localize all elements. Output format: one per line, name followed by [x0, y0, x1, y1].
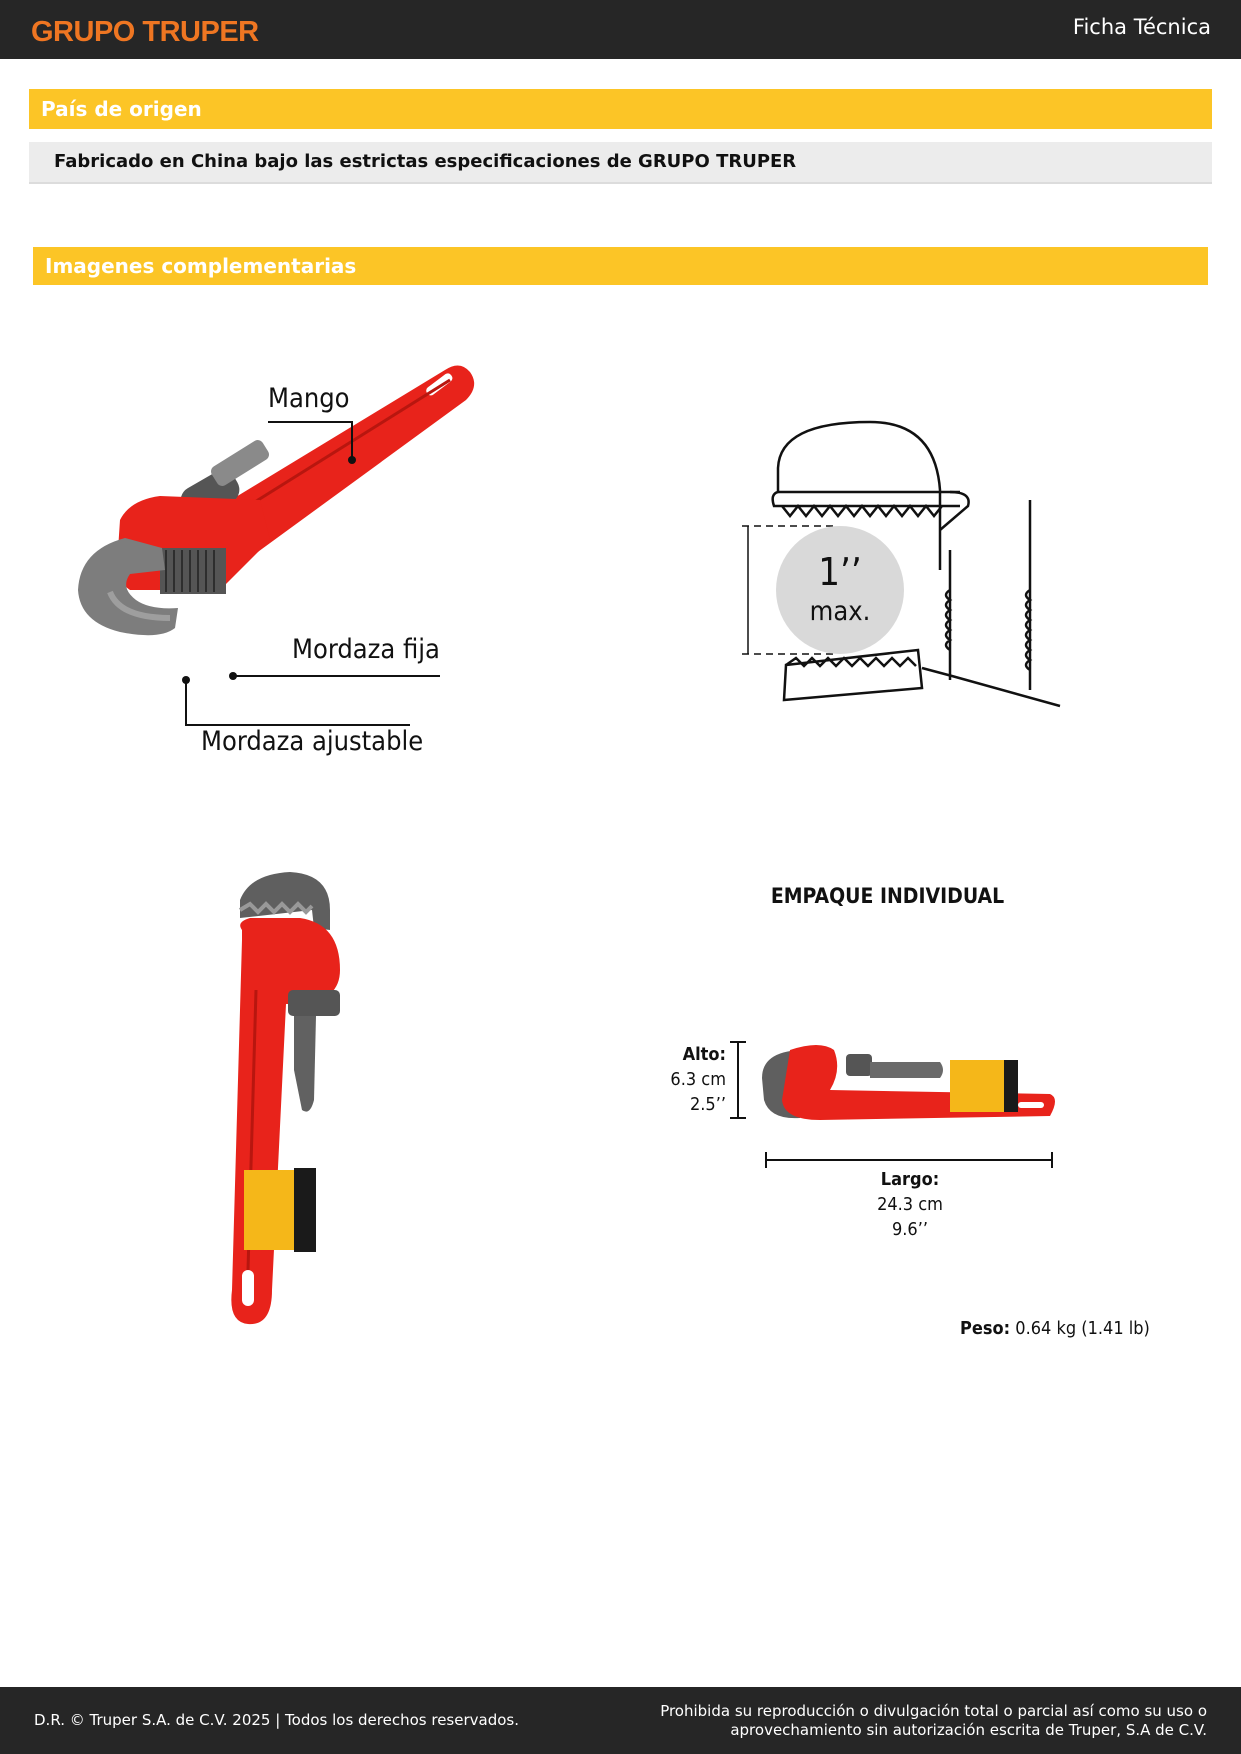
wrench-packaged-horizontal [760, 1040, 1060, 1120]
package-height [640, 1042, 726, 1117]
images-heading: Imagenes complementarias [33, 247, 1208, 285]
height-label: Alto: [682, 1044, 726, 1065]
capacity-value: 1’’ [818, 550, 862, 594]
origin-heading: País de origen [29, 89, 1212, 129]
page-footer [0, 1687, 1241, 1754]
weight-label: Peso: [960, 1318, 1011, 1339]
footer-notice [660, 1702, 1207, 1740]
callout-adjustable-jaw: Mordaza ajustable [201, 726, 424, 757]
packaging-card-small [950, 1060, 1006, 1112]
length-label: Largo: [880, 1169, 940, 1190]
length-cm: 24.3 cm [877, 1194, 943, 1215]
package-weight [960, 1318, 1150, 1339]
capacity-unit: max. [809, 596, 871, 627]
footer-copyright: D.R. © Truper S.A. de C.V. 2025 | Todos los derechos reservados. [34, 1711, 519, 1729]
wrench-parts-illustration [70, 360, 530, 720]
height-in: 2.5’’ [689, 1094, 726, 1115]
sheet-title: Ficha Técnica [1072, 15, 1211, 39]
length-in: 9.6’’ [891, 1219, 929, 1240]
page-header [0, 0, 1241, 59]
packaging-card [244, 1170, 294, 1250]
weight-value: 0.64 kg (1.41 lb) [1015, 1318, 1150, 1339]
wrench-packaged-vertical [230, 870, 370, 1330]
fixed-jaw-shape [160, 548, 226, 594]
callout-fixed-jaw: Mordaza fija [292, 634, 440, 665]
package-height-dimension [728, 1040, 748, 1120]
brand-logo: GRUPO TRUPER [31, 16, 259, 48]
footer-notice-line2: aprovechamiento sin autorización escrita de Truper, S.A de C.V. [730, 1721, 1207, 1739]
callout-handle: Mango [268, 383, 350, 414]
package-length [860, 1167, 960, 1242]
height-cm: 6.3 cm [670, 1069, 726, 1090]
package-title: EMPAQUE INDIVIDUAL [770, 884, 1005, 908]
footer-notice-line1: Prohibida su reproducción o divulgación total o parcial así como su uso o [660, 1702, 1207, 1720]
origin-text: Fabricado en China bajo las estrictas especificaciones de GRUPO TRUPER [29, 142, 1212, 184]
